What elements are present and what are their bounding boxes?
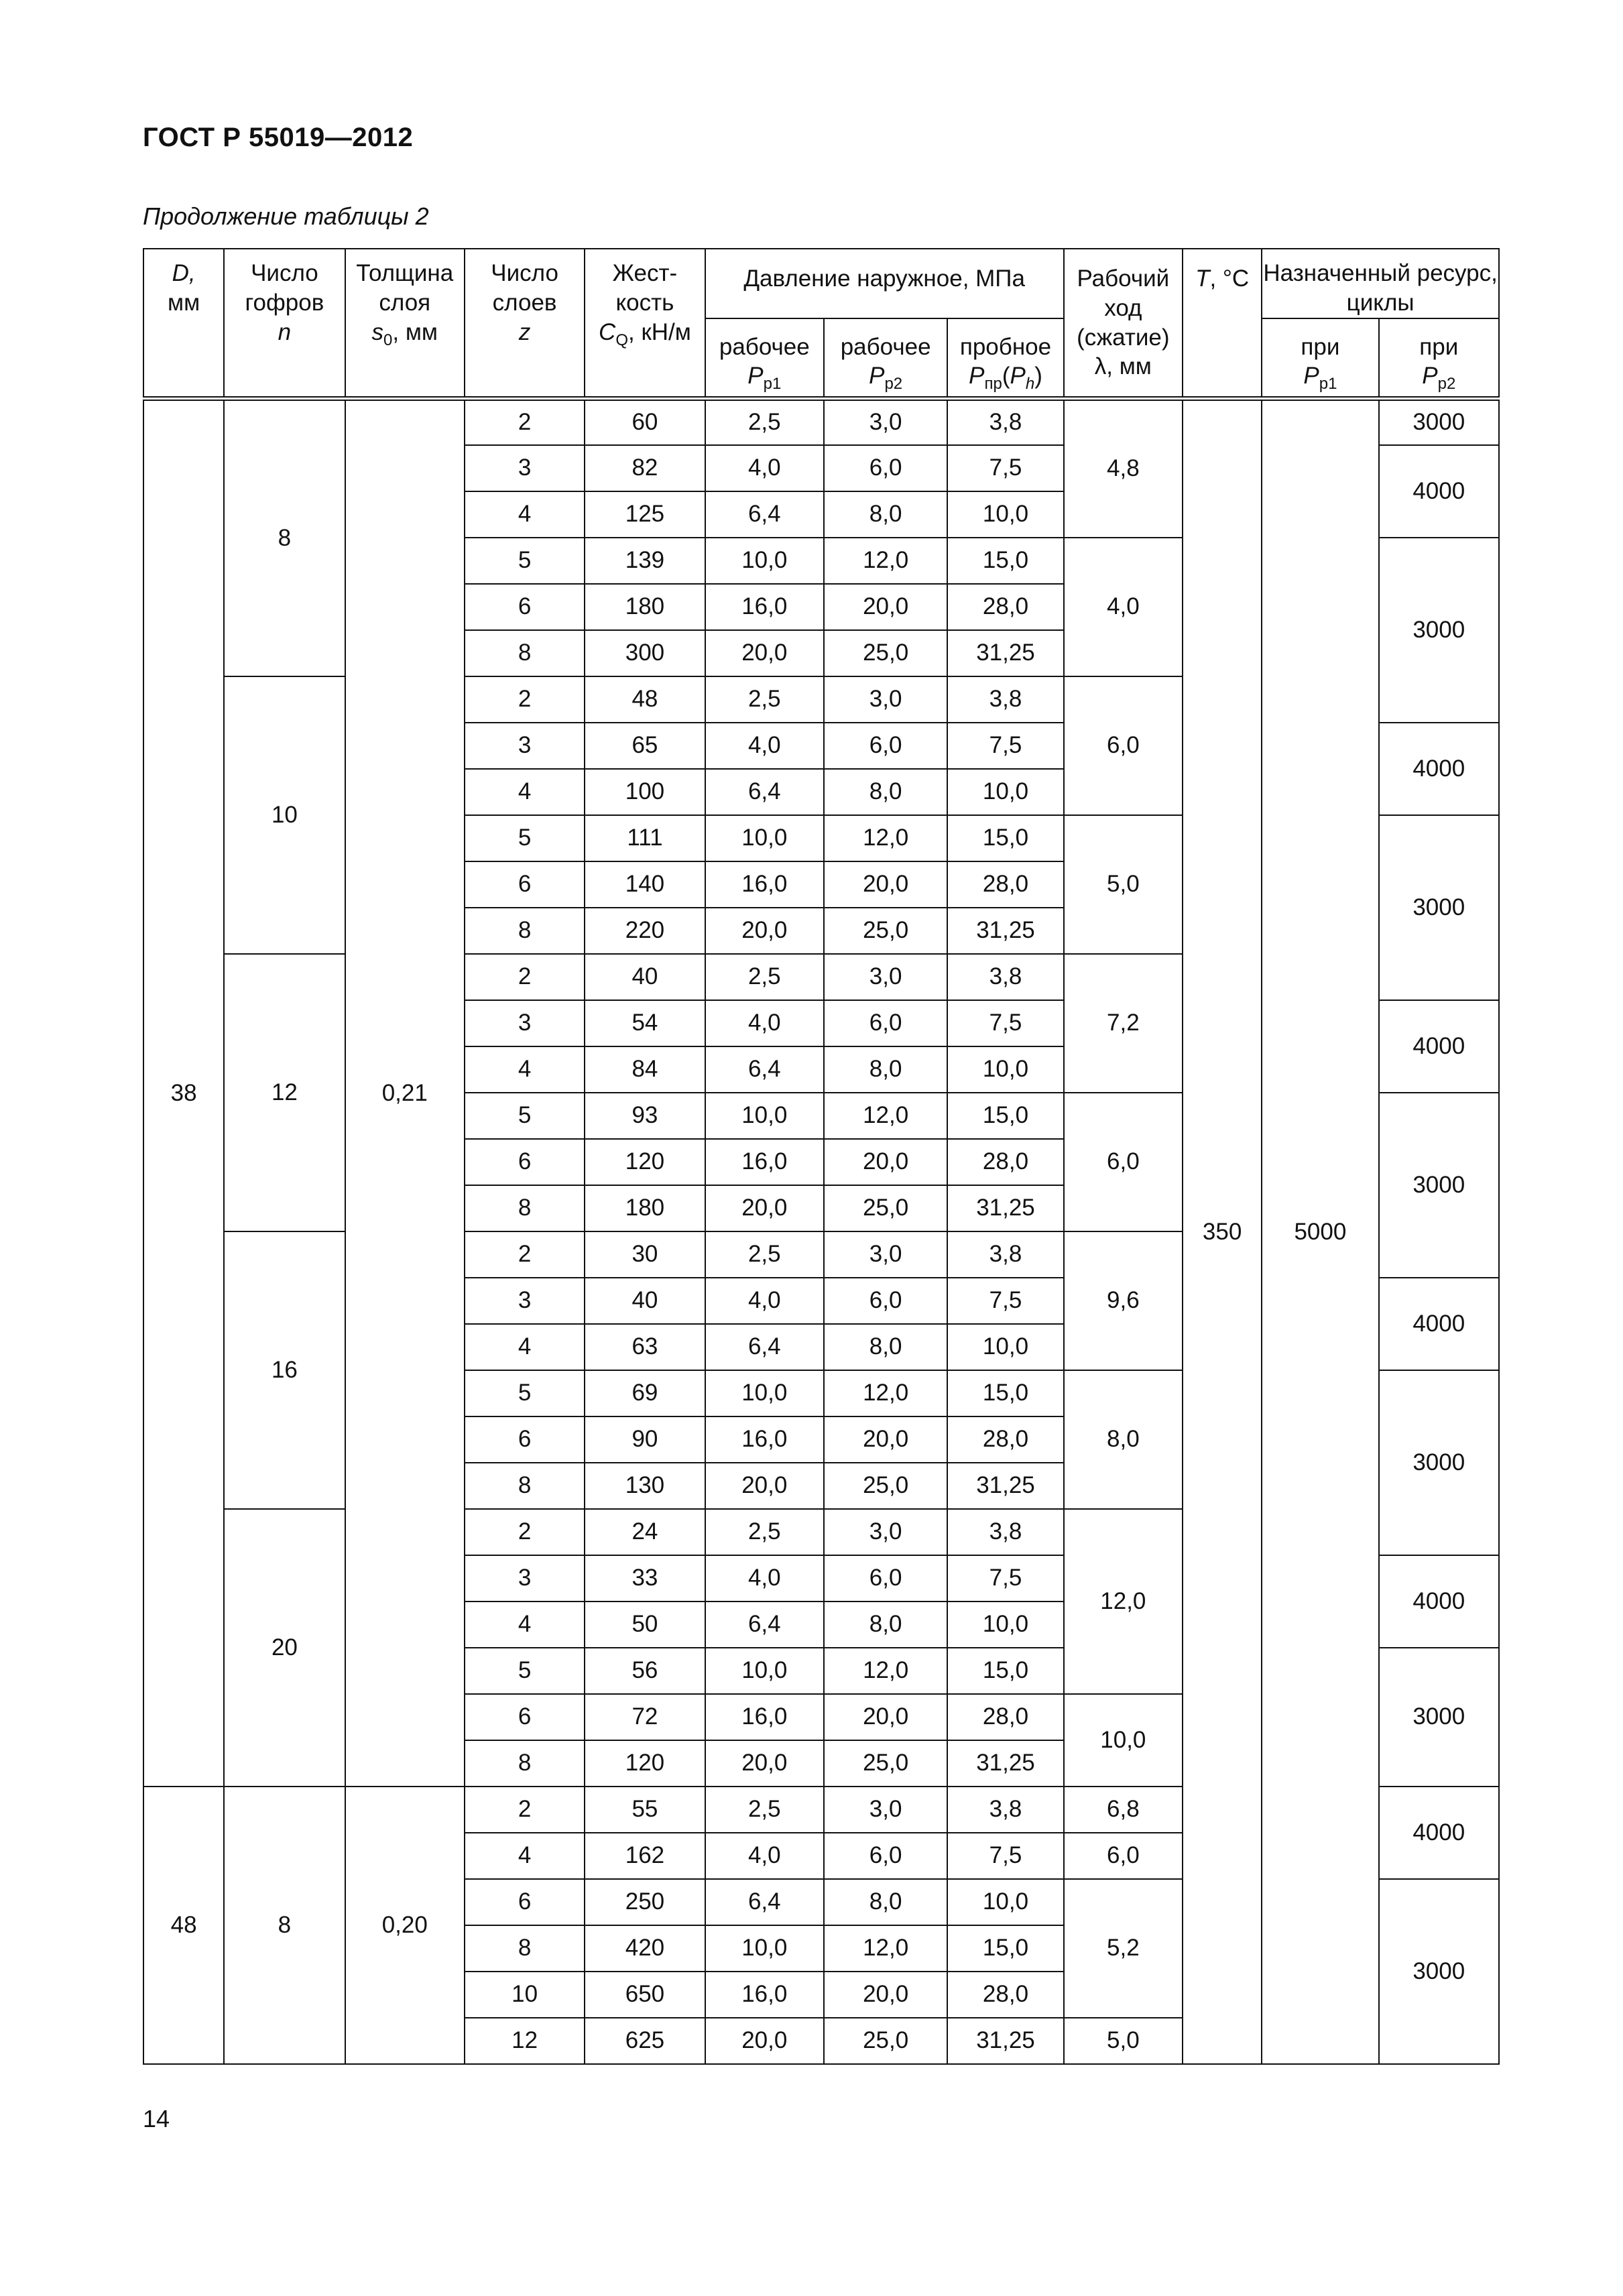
working-p2-cell: 25,0 [824, 1463, 947, 1509]
working-p2-cell: 8,0 [824, 1046, 947, 1093]
working-p2-cell: 20,0 [824, 1416, 947, 1463]
test-pressure-cell: 7,5 [947, 1555, 1063, 1602]
stroke-cell: 8,0 [1064, 1370, 1183, 1509]
col-header-stiffness: Жест-кость $C_Q$, кН/м [585, 249, 705, 399]
test-pressure-cell: 28,0 [947, 861, 1063, 908]
stiffness-cell: 93 [585, 1093, 705, 1139]
working-p2-cell: 12,0 [824, 815, 947, 861]
stiffness-cell: 48 [585, 676, 705, 723]
working-p2-cell: 20,0 [824, 1694, 947, 1740]
table-body [143, 399, 1499, 2064]
test-pressure-cell: 3,8 [947, 1787, 1063, 1833]
working-p1-cell: 6,4 [705, 1879, 824, 1925]
working-p1-cell: 6,4 [705, 1602, 824, 1648]
stiffness-cell: 650 [585, 1972, 705, 2018]
working-p1-cell: 6,4 [705, 1046, 824, 1093]
layers-cell: 4 [465, 491, 585, 538]
test-pressure-cell: 15,0 [947, 815, 1063, 861]
layers-cell: 5 [465, 815, 585, 861]
stiffness-cell: 125 [585, 491, 705, 538]
col-header-working-p2: рабочее $P_{р2}$ [824, 318, 947, 399]
working-p2-cell: 20,0 [824, 1972, 947, 2018]
layers-cell: 2 [465, 399, 585, 445]
layers-cell: 2 [465, 1231, 585, 1278]
stiffness-cell: 69 [585, 1370, 705, 1416]
layers-cell: 6 [465, 861, 585, 908]
resource-p2-cell: 3000 [1379, 399, 1499, 445]
resource-p2-cell: 4000 [1379, 1000, 1499, 1093]
resource-p2-cell: 4000 [1379, 1787, 1499, 1879]
layers-cell: 2 [465, 954, 585, 1000]
stroke-cell: 5,0 [1064, 815, 1183, 954]
working-p2-cell: 25,0 [824, 1740, 947, 1787]
stroke-cell: 6,0 [1064, 1833, 1183, 1879]
layers-cell: 6 [465, 1139, 585, 1185]
test-pressure-cell: 15,0 [947, 1370, 1063, 1416]
working-p2-cell: 8,0 [824, 769, 947, 815]
stroke-cell: 6,0 [1064, 676, 1183, 815]
layers-cell: 5 [465, 1370, 585, 1416]
layers-cell: 4 [465, 769, 585, 815]
stiffness-cell: 90 [585, 1416, 705, 1463]
working-p2-cell: 6,0 [824, 1278, 947, 1324]
working-p1-cell: 10,0 [705, 1370, 824, 1416]
layers-cell: 8 [465, 1463, 585, 1509]
diameter-cell: 38 [143, 399, 224, 1787]
working-p1-cell: 6,4 [705, 769, 824, 815]
test-pressure-cell: 10,0 [947, 1879, 1063, 1925]
test-pressure-cell: 28,0 [947, 1139, 1063, 1185]
stiffness-cell: 180 [585, 584, 705, 630]
stiffness-cell: 139 [585, 538, 705, 584]
working-p1-cell: 2,5 [705, 676, 824, 723]
stroke-cell: 5,0 [1064, 2018, 1183, 2064]
working-p1-cell: 16,0 [705, 1972, 824, 2018]
test-pressure-cell: 28,0 [947, 1694, 1063, 1740]
layers-cell: 6 [465, 584, 585, 630]
stroke-cell: 12,0 [1064, 1509, 1183, 1694]
working-p1-cell: 2,5 [705, 399, 824, 445]
layers-cell: 8 [465, 1925, 585, 1972]
layers-cell: 3 [465, 445, 585, 491]
layers-cell: 5 [465, 1093, 585, 1139]
stroke-cell: 4,0 [1064, 538, 1183, 676]
working-p2-cell: 6,0 [824, 723, 947, 769]
layers-cell: 12 [465, 2018, 585, 2064]
resource-p2-cell: 3000 [1379, 1370, 1499, 1555]
layers-cell: 2 [465, 1509, 585, 1555]
working-p2-cell: 8,0 [824, 491, 947, 538]
col-header-external-pressure: Давление наружное, МПа [705, 249, 1064, 318]
working-p2-cell: 25,0 [824, 2018, 947, 2064]
col-header-resource-p2: при $P_{р2}$ [1379, 318, 1499, 399]
working-p1-cell: 2,5 [705, 954, 824, 1000]
test-pressure-cell: 10,0 [947, 1602, 1063, 1648]
stiffness-cell: 220 [585, 908, 705, 954]
working-p2-cell: 20,0 [824, 584, 947, 630]
working-p1-cell: 16,0 [705, 584, 824, 630]
table-continuation-caption: Продолжение таблицы 2 [143, 202, 429, 230]
working-p1-cell: 16,0 [705, 1416, 824, 1463]
col-header-working-p1: рабочее $P_{р1}$ [705, 318, 824, 399]
test-pressure-cell: 31,25 [947, 908, 1063, 954]
working-p1-cell: 20,0 [705, 1740, 824, 1787]
corrugations-cell: 8 [224, 1787, 345, 2064]
test-pressure-cell: 7,5 [947, 1000, 1063, 1046]
working-p2-cell: 12,0 [824, 1370, 947, 1416]
corrugations-cell: 10 [224, 676, 345, 954]
working-p1-cell: 6,4 [705, 1324, 824, 1370]
stiffness-cell: 50 [585, 1602, 705, 1648]
layers-cell: 8 [465, 1740, 585, 1787]
stiffness-cell: 56 [585, 1648, 705, 1694]
resource-p2-cell: 3000 [1379, 1093, 1499, 1278]
working-p2-cell: 3,0 [824, 1509, 947, 1555]
stiffness-cell: 82 [585, 445, 705, 491]
working-p2-cell: 6,0 [824, 1000, 947, 1046]
layers-cell: 3 [465, 723, 585, 769]
working-p2-cell: 8,0 [824, 1602, 947, 1648]
stroke-cell: 6,0 [1064, 1093, 1183, 1231]
test-pressure-cell: 28,0 [947, 584, 1063, 630]
layers-cell: 3 [465, 1555, 585, 1602]
layers-cell: 2 [465, 676, 585, 723]
col-header-resource-p1: при $P_{р1}$ [1262, 318, 1378, 399]
test-pressure-cell: 3,8 [947, 1509, 1063, 1555]
resource-p1-cell: 5000 [1262, 399, 1378, 2064]
stiffness-cell: 120 [585, 1139, 705, 1185]
working-p2-cell: 6,0 [824, 1833, 947, 1879]
working-p1-cell: 10,0 [705, 538, 824, 584]
working-p2-cell: 3,0 [824, 954, 947, 1000]
stiffness-cell: 60 [585, 399, 705, 445]
test-pressure-cell: 28,0 [947, 1972, 1063, 2018]
working-p1-cell: 6,4 [705, 491, 824, 538]
working-p1-cell: 2,5 [705, 1509, 824, 1555]
test-pressure-cell: 3,8 [947, 676, 1063, 723]
layers-cell: 8 [465, 1185, 585, 1231]
working-p1-cell: 10,0 [705, 815, 824, 861]
working-p1-cell: 4,0 [705, 1555, 824, 1602]
layers-cell: 6 [465, 1694, 585, 1740]
bellows-parameters-table [143, 248, 1500, 2065]
working-p2-cell: 12,0 [824, 538, 947, 584]
layers-cell: 3 [465, 1000, 585, 1046]
stroke-cell: 10,0 [1064, 1694, 1183, 1787]
thickness-cell: 0,21 [345, 399, 465, 1787]
thickness-cell: 0,20 [345, 1787, 465, 2064]
stroke-cell: 7,2 [1064, 954, 1183, 1093]
layers-cell: 8 [465, 908, 585, 954]
stiffness-cell: 625 [585, 2018, 705, 2064]
stiffness-cell: 40 [585, 954, 705, 1000]
stroke-cell: 6,8 [1064, 1787, 1183, 1833]
layers-cell: 3 [465, 1278, 585, 1324]
working-p1-cell: 10,0 [705, 1093, 824, 1139]
working-p2-cell: 25,0 [824, 908, 947, 954]
stiffness-cell: 250 [585, 1879, 705, 1925]
working-p1-cell: 20,0 [705, 1185, 824, 1231]
stroke-cell: 4,8 [1064, 399, 1183, 538]
test-pressure-cell: 3,8 [947, 399, 1063, 445]
working-p1-cell: 4,0 [705, 1833, 824, 1879]
working-p1-cell: 20,0 [705, 1463, 824, 1509]
resource-p2-cell: 4000 [1379, 1278, 1499, 1370]
working-p1-cell: 4,0 [705, 723, 824, 769]
test-pressure-cell: 7,5 [947, 445, 1063, 491]
stiffness-cell: 72 [585, 1694, 705, 1740]
corrugations-cell: 12 [224, 954, 345, 1231]
layers-cell: 4 [465, 1602, 585, 1648]
test-pressure-cell: 15,0 [947, 1093, 1063, 1139]
stroke-cell: 5,2 [1064, 1879, 1183, 2018]
working-p1-cell: 20,0 [705, 630, 824, 676]
test-pressure-cell: 15,0 [947, 1925, 1063, 1972]
col-header-test-pressure: пробное $P_{пр}(P_h)$ [947, 318, 1063, 399]
stiffness-cell: 33 [585, 1555, 705, 1602]
stroke-cell: 9,6 [1064, 1231, 1183, 1370]
stiffness-cell: 54 [585, 1000, 705, 1046]
working-p2-cell: 20,0 [824, 861, 947, 908]
working-p2-cell: 12,0 [824, 1093, 947, 1139]
working-p2-cell: 12,0 [824, 1925, 947, 1972]
stiffness-cell: 300 [585, 630, 705, 676]
col-header-d: D, мм [143, 249, 224, 399]
layers-cell: 2 [465, 1787, 585, 1833]
resource-p2-cell: 4000 [1379, 1555, 1499, 1648]
stiffness-cell: 130 [585, 1463, 705, 1509]
working-p1-cell: 2,5 [705, 1231, 824, 1278]
stiffness-cell: 24 [585, 1509, 705, 1555]
test-pressure-cell: 28,0 [947, 1416, 1063, 1463]
col-header-layer-thickness: Толщина слоя $s_0$, мм [345, 249, 465, 399]
resource-p2-cell: 3000 [1379, 1879, 1499, 2064]
test-pressure-cell: 31,25 [947, 2018, 1063, 2064]
layers-cell: 6 [465, 1416, 585, 1463]
layers-cell: 6 [465, 1879, 585, 1925]
test-pressure-cell: 7,5 [947, 723, 1063, 769]
col-header-temperature: T, °С [1183, 249, 1262, 399]
working-p1-cell: 16,0 [705, 1139, 824, 1185]
page-number: 14 [143, 2105, 170, 2132]
diameter-cell: 48 [143, 1787, 224, 2064]
table-row [143, 399, 1499, 445]
working-p2-cell: 8,0 [824, 1879, 947, 1925]
col-header-layers: Число слоев z [465, 249, 585, 399]
test-pressure-cell: 15,0 [947, 1648, 1063, 1694]
working-p1-cell: 2,5 [705, 1787, 824, 1833]
resource-p2-cell: 3000 [1379, 815, 1499, 1000]
working-p2-cell: 12,0 [824, 1648, 947, 1694]
stiffness-cell: 55 [585, 1787, 705, 1833]
working-p2-cell: 6,0 [824, 445, 947, 491]
test-pressure-cell: 7,5 [947, 1833, 1063, 1879]
working-p1-cell: 10,0 [705, 1925, 824, 1972]
test-pressure-cell: 15,0 [947, 538, 1063, 584]
test-pressure-cell: 31,25 [947, 630, 1063, 676]
layers-cell: 5 [465, 538, 585, 584]
stiffness-cell: 420 [585, 1925, 705, 1972]
working-p1-cell: 16,0 [705, 1694, 824, 1740]
test-pressure-cell: 10,0 [947, 1324, 1063, 1370]
layers-cell: 5 [465, 1648, 585, 1694]
layers-cell: 4 [465, 1324, 585, 1370]
corrugations-cell: 20 [224, 1509, 345, 1787]
working-p2-cell: 20,0 [824, 1139, 947, 1185]
layers-cell: 10 [465, 1972, 585, 2018]
working-p1-cell: 10,0 [705, 1648, 824, 1694]
stiffness-cell: 30 [585, 1231, 705, 1278]
stiffness-cell: 84 [585, 1046, 705, 1093]
resource-p2-cell: 3000 [1379, 1648, 1499, 1787]
col-header-corrugations: Число гофров n [224, 249, 345, 399]
working-p1-cell: 4,0 [705, 1278, 824, 1324]
working-p2-cell: 3,0 [824, 676, 947, 723]
stiffness-cell: 63 [585, 1324, 705, 1370]
stiffness-cell: 162 [585, 1833, 705, 1879]
layers-cell: 4 [465, 1833, 585, 1879]
working-p2-cell: 3,0 [824, 1787, 947, 1833]
resource-p2-cell: 4000 [1379, 445, 1499, 538]
working-p1-cell: 16,0 [705, 861, 824, 908]
test-pressure-cell: 3,8 [947, 1231, 1063, 1278]
test-pressure-cell: 31,25 [947, 1463, 1063, 1509]
corrugations-cell: 16 [224, 1231, 345, 1509]
stiffness-cell: 65 [585, 723, 705, 769]
working-p1-cell: 20,0 [705, 2018, 824, 2064]
working-p1-cell: 4,0 [705, 1000, 824, 1046]
test-pressure-cell: 3,8 [947, 954, 1063, 1000]
temperature-cell: 350 [1183, 399, 1262, 2064]
working-p2-cell: 3,0 [824, 399, 947, 445]
stiffness-cell: 111 [585, 815, 705, 861]
test-pressure-cell: 10,0 [947, 1046, 1063, 1093]
working-p2-cell: 8,0 [824, 1324, 947, 1370]
stiffness-cell: 120 [585, 1740, 705, 1787]
working-p2-cell: 6,0 [824, 1555, 947, 1602]
resource-p2-cell: 3000 [1379, 538, 1499, 723]
stiffness-cell: 40 [585, 1278, 705, 1324]
test-pressure-cell: 31,25 [947, 1740, 1063, 1787]
test-pressure-cell: 10,0 [947, 769, 1063, 815]
test-pressure-cell: 31,25 [947, 1185, 1063, 1231]
col-header-assigned-resource: Назначенный ресурс, циклы [1262, 249, 1499, 318]
working-p2-cell: 25,0 [824, 1185, 947, 1231]
document-title: ГОСТ Р 55019—2012 [143, 123, 414, 152]
corrugations-cell: 8 [224, 399, 345, 676]
working-p1-cell: 4,0 [705, 445, 824, 491]
layers-cell: 4 [465, 1046, 585, 1093]
layers-cell: 8 [465, 630, 585, 676]
stiffness-cell: 180 [585, 1185, 705, 1231]
working-p2-cell: 3,0 [824, 1231, 947, 1278]
test-pressure-cell: 7,5 [947, 1278, 1063, 1324]
stiffness-cell: 140 [585, 861, 705, 908]
stiffness-cell: 100 [585, 769, 705, 815]
test-pressure-cell: 10,0 [947, 491, 1063, 538]
working-p2-cell: 25,0 [824, 630, 947, 676]
resource-p2-cell: 4000 [1379, 723, 1499, 815]
col-header-working-stroke: Рабочий ход (сжатие) λ, мм [1064, 249, 1183, 399]
working-p1-cell: 20,0 [705, 908, 824, 954]
